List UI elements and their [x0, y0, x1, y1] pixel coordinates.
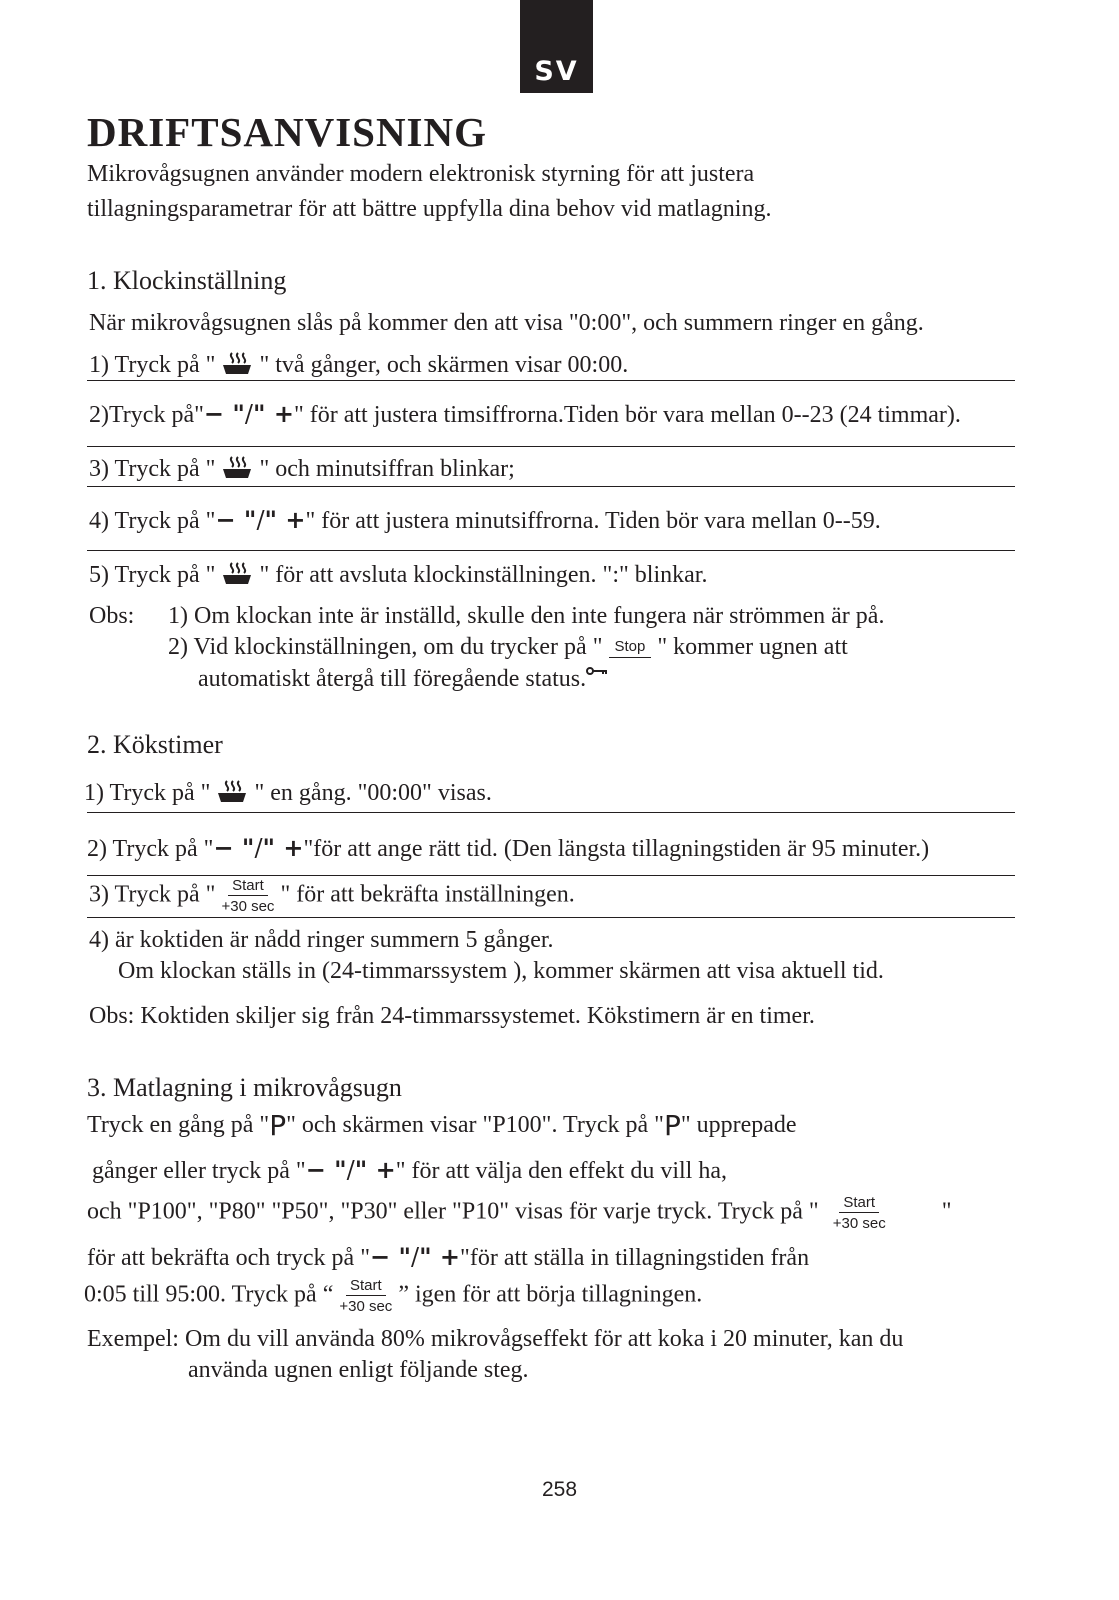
minus-plus-buttons: − "/" +	[203, 400, 294, 428]
s3-line-3: och "P100", "P80" "P50", "P30" eller "P10" visas för varje tryck. Tryck på " $\frac{\text{Start}}{+30 \sec}$ "	[87, 1194, 952, 1232]
s1-obs-1: 1) Om klockan inte är inställd, skulle den inte fungera när strömmen är på.	[168, 603, 885, 629]
section-1-heading: 1. Klockinställning	[87, 266, 287, 295]
s3-example-line-1: Exempel: Om du vill använda 80% mikrovågseffekt för att koka i 20 minuter, kan du	[87, 1326, 904, 1352]
stop-button-symbol: Stop	[609, 639, 652, 658]
pot-steam-icon	[221, 455, 253, 481]
minus-plus-buttons: − "/" +	[370, 1243, 461, 1271]
pot-steam-icon	[221, 351, 253, 377]
s2-step-4-line-2: Om klockan ställs in (24-timmarssystem ), kommer skärmen att visa aktuell tid.	[118, 958, 884, 984]
page-title: DRIFTSANVISNING	[87, 109, 488, 155]
power-p-button-symbol: P	[269, 1109, 287, 1142]
s3-line-4: för att bekräfta och tryck på "− "/" +"för att ställa in tillagningstiden från	[87, 1243, 810, 1271]
divider	[87, 917, 1015, 918]
s3-line-2: gånger eller tryck på "− "/" +" för att välja den effekt du vill ha,	[92, 1156, 727, 1184]
s1-obs-2: 2) Vid klockinställningen, om du trycker på " Stop " kommer ugnen att	[168, 634, 848, 660]
power-p-button-symbol: P	[663, 1109, 681, 1142]
s1-step-5: 5) Tryck på " " för att avsluta klockinställningen. ":" blinkar.	[89, 562, 708, 588]
s3-example-line-2: använda ugnen enligt följande steg.	[188, 1357, 529, 1383]
s3-line-5: 0:05 till 95:00. Tryck på “ $\frac{\text{Start}}{+30 \sec}$ ” igen för att börja tillagningen.	[84, 1277, 703, 1315]
s1-step-4: 4) Tryck på "− "/" +" för att justera minutsiffrorna. Tiden bör vara mellan 0--59.	[89, 506, 881, 534]
divider	[87, 486, 1015, 487]
s2-step-4-line-1: 4) är koktiden är nådd ringer summern 5 gånger.	[89, 927, 554, 953]
start-button-symbol: $\frac{\text{Start}}{+30 \sec}$	[832, 1194, 886, 1232]
section-1-intro: När mikrovågsugnen slås på kommer den att visa "0:00", och summern ringer en gång.	[89, 310, 924, 336]
minus-plus-buttons: − "/" +	[305, 1156, 396, 1184]
intro-line-2: tillagningsparametrar för att bättre uppfylla dina behov vid matlagning.	[87, 196, 772, 222]
s3-line-1: Tryck en gång på "P" och skärmen visar "P100". Tryck på "P" upprepade	[87, 1109, 797, 1142]
s1-obs-label: Obs:	[89, 603, 135, 629]
page-number: 258	[541, 1478, 578, 1501]
pot-steam-icon	[221, 561, 253, 587]
divider	[87, 380, 1015, 381]
divider	[87, 812, 1015, 813]
s2-step-2: 2) Tryck på "− "/" +"för att ange rätt tid. (Den längsta tillagningstiden är 95 minuter.)	[87, 834, 930, 862]
start-button-symbol: $\frac{\text{Start}}{+30 \sec}$	[221, 877, 275, 915]
start-button-symbol: $\frac{\text{Start}}{+30 \sec}$	[339, 1277, 393, 1315]
section-3-heading: 3. Matlagning i mikrovågsugn	[87, 1073, 402, 1102]
minus-plus-buttons: − "/" +	[215, 506, 306, 534]
pot-steam-icon	[216, 779, 248, 805]
key-lock-icon	[586, 666, 608, 676]
s2-step-1: 1) Tryck på " " en gång. "00:00" visas.	[84, 780, 492, 806]
s1-step-2: 2)Tryck på"− "/" +" för att justera timsiffrorna.Tiden bör vara mellan 0--23 (24 timmar).	[89, 400, 961, 428]
minus-plus-buttons: − "/" +	[213, 834, 304, 862]
intro-line-1: Mikrovågsugnen använder modern elektronisk styrning för att justera	[87, 161, 755, 187]
divider	[87, 446, 1015, 447]
language-tab: SV	[520, 0, 593, 93]
divider	[87, 875, 1015, 876]
s2-obs: Obs: Koktiden skiljer sig från 24-timmarssystemet. Kökstimern är en timer.	[89, 1003, 815, 1029]
s1-obs-2-line-2: automatiskt återgå till föregående status.	[198, 666, 608, 691]
section-2-heading: 2. Kökstimer	[87, 730, 223, 759]
s1-step-1: 1) Tryck på " " två gånger, och skärmen visar 00:00.	[89, 352, 629, 378]
divider	[87, 550, 1015, 551]
s1-step-3: 3) Tryck på " " och minutsiffran blinkar;	[89, 456, 515, 482]
s2-step-3: 3) Tryck på " $\frac{\text{Start}}{+30 \sec}$ " för att bekräfta inställningen.	[89, 877, 575, 915]
